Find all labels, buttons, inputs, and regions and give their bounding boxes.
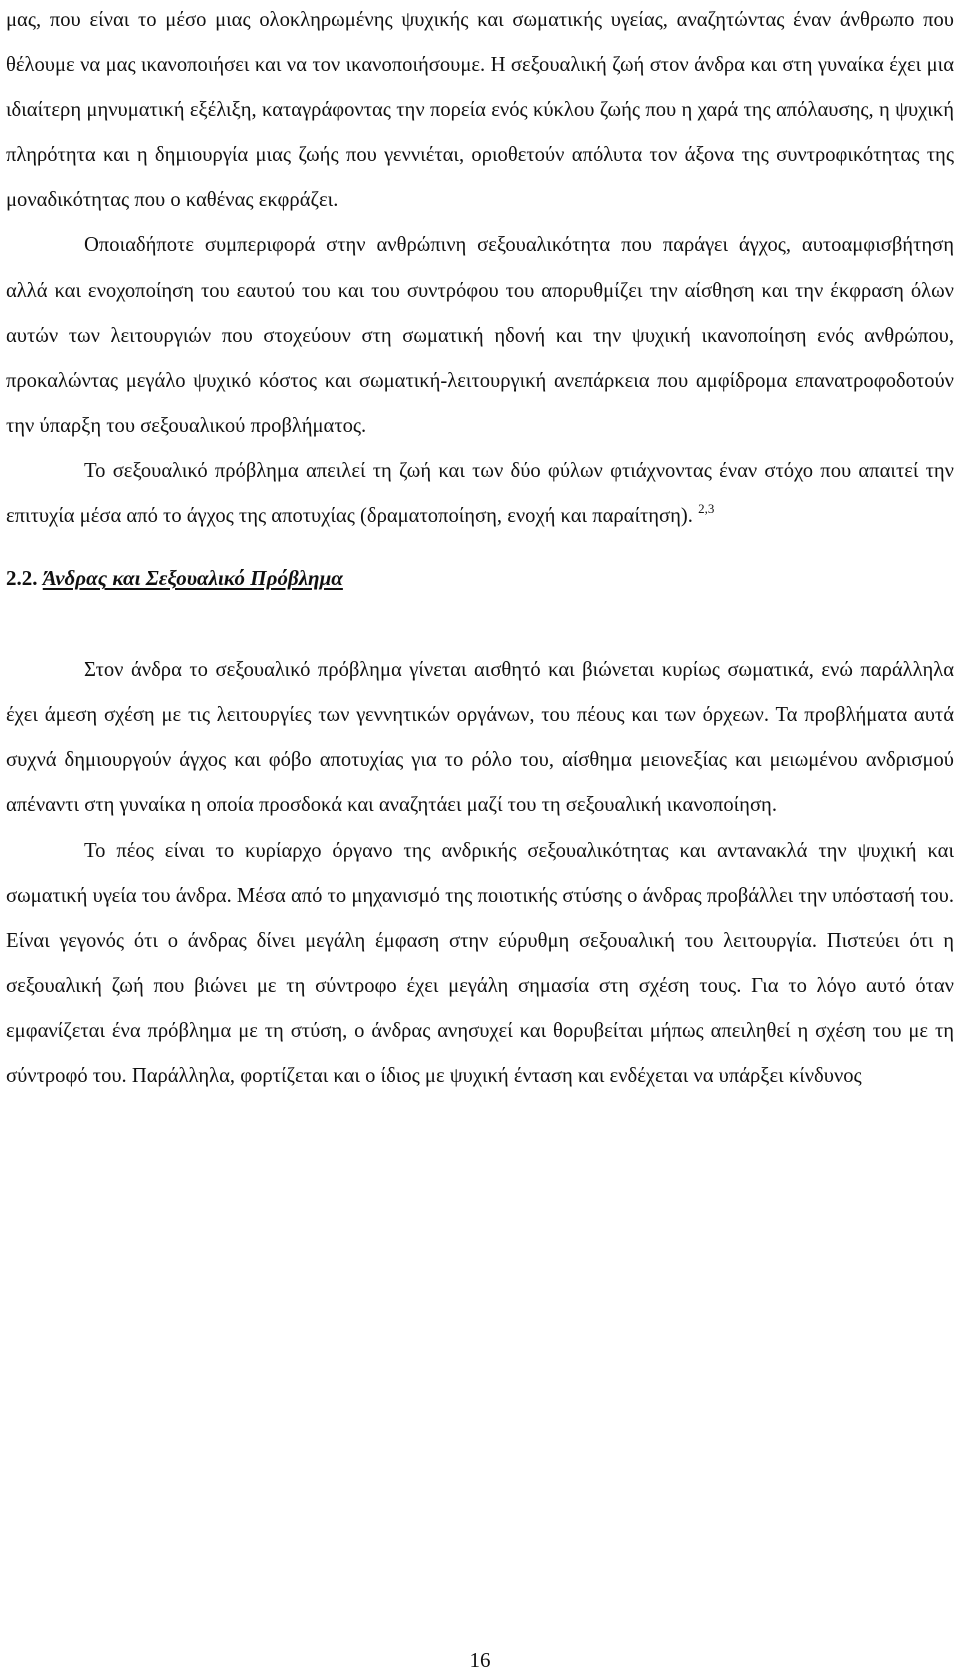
body-paragraph-1: μας, που είναι το μέσο μιας ολοκληρωμένης ψυχικής και σωματικής υγείας, αναζητώντας έναν άνθρωπο που θέλουμε να μας ικανοποιήσει και να τον ικανοποιήσουμε. Η σεξουαλική ζωή στον άνδρα και στη γυναίκα έχει μια ιδιαίτερη μηνυματική εξέλιξη, καταγράφοντας την πορεία ενός κύκλου ζωής που η χαρά της απόλαυσης, η ψυχική πληρότητα και η δημιουργία μιας ζωής που γεννιέται, οριοθετούν απόλυτα τον άξονα της συντροφικότητας της μοναδικότητας που ο καθένας εκφράζει. (6, 9, 954, 212)
section-title: Άνδρας και Σεξουαλικό Πρόβλημα (42, 566, 343, 591)
section-paragraph-1: Στον άνδρα το σεξουαλικό πρόβλημα γίνεται αισθητό και βιώνεται κυρίως σωματικά, ενώ παράλληλα έχει άμεση σχέση με τις λειτουργίες των γεννητικών οργάνων, του πέους και των όρχεων. Τα προβλήματα αυτά συχνά δημιουργούν άγχος και φόβο αποτυχίας για το ρόλο του, αίσθημα μειονεξίας και μειωμένου ανδρισμού απέναντι στη γυναίκα η οποία προσδοκά και αναζητάει μαζί του τη σεξουαλική ικανοποίηση. (6, 659, 954, 817)
citation-reference: 2,3 (698, 501, 715, 517)
body-paragraph-3 (6, 449, 954, 539)
section-heading (6, 556, 954, 601)
body-paragraph-2: Οποιαδήποτε συμπεριφορά στην ανθρώπινη σεξουαλικότητα που παράγει άγχος, αυτοαμφισβήτηση αλλά και ενοχοποίηση του εαυτού του και του συντρόφου του απορυθμίζει την αίσθηση και την έκφραση όλων αυτών των λειτουργιών που στοχεύουν στη σωματική ηδονή και την ψυχική ικανοποίηση ενός ανθρώπου, προκαλώντας μεγάλο ψυχικό κόστος και σωματική-λειτουργική ανεπάρκεια που αμφίδρομα επανατροφοδοτούν την ύπαρξη του σεξουαλικού προβλήματος. (6, 234, 954, 437)
document-page (6, 0, 954, 1099)
page-number: 16 (469, 1648, 491, 1672)
section-paragraph-2: Το πέος είναι το κυρίαρχο όργανο της ανδρικής σεξουαλικότητας και αντανακλά την ψυχική και σωματική υγεία του άνδρα. Μέσα από το μηχανισμό της ποιοτικής στύσης ο άνδρας προβάλλει την υπόστασή του. Είναι γεγονός ότι ο άνδρας δίνει μεγάλη έμφαση στην εύρυθμη σεξουαλική του λειτουργία. Πιστεύει ότι η σεξουαλική ζωή που βιώνει με τη σύντροφο έχει μεγάλη σημασία στη σχέση τους. Για το λόγο αυτό όταν εμφανίζεται ένα πρόβλημα με τη στύση, ο άνδρας ανησυχεί και θορυβείται μήπως απειληθεί η σχέση του με τη σύντροφό του. Παράλληλα, φορτίζεται και ο ίδιος με ψυχική ένταση και ενδέχεται να υπάρξει κίνδυνος (6, 839, 954, 1087)
body-paragraph-3-text: Το σεξουαλικό πρόβλημα απειλεί τη ζωή και των δύο φύλων φτιάχνοντας έναν στόχο που απαιτεί την επιτυχία μέσα από το άγχος της αποτυχίας (δραματοποίηση, ενοχή και παραίτηση). (6, 459, 954, 528)
section-number: 2.2. (6, 566, 38, 591)
